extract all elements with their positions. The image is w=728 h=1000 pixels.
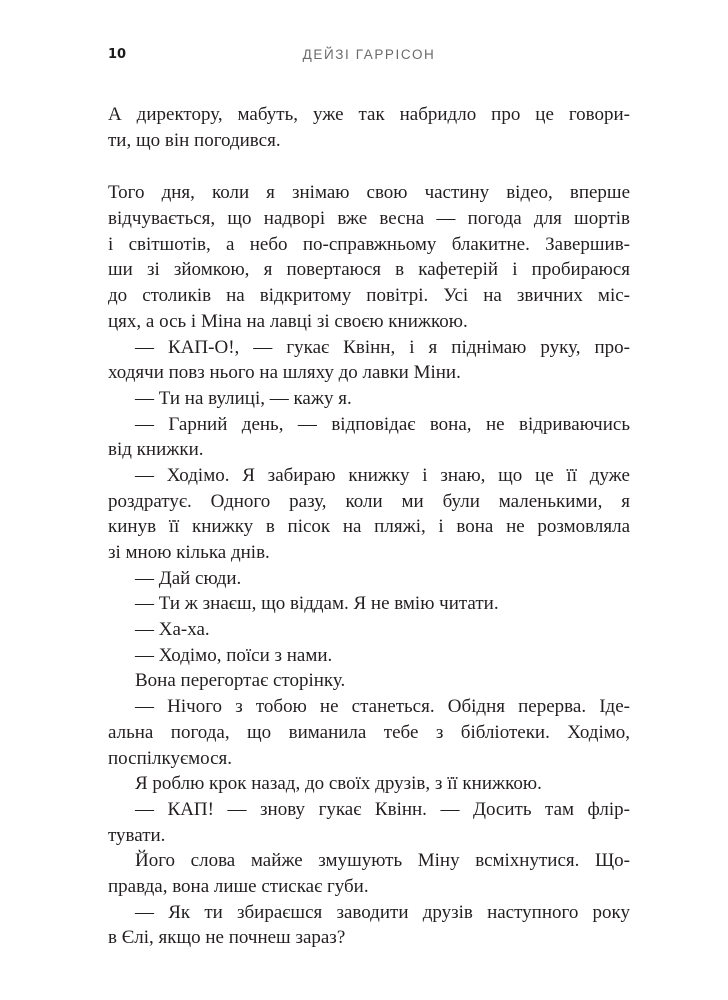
paragraph (108, 102, 630, 153)
paragraph (108, 412, 630, 463)
paragraph (108, 797, 630, 848)
page-header (108, 47, 630, 67)
paragraph (108, 848, 630, 899)
text-line: і світшотів, а небо по-справжньому блакитне. Завершив- (108, 233, 630, 255)
text-line: — Ти на вулиці, — кажу я. (135, 387, 352, 409)
text-line: — Нічого з тобою не станеться. Обідня перерва. Іде- (135, 696, 630, 718)
text-line: поспілкуємося. (108, 747, 233, 769)
paragraph (108, 180, 630, 334)
text-line: — Ти ж знаєш, що віддам. Я не вмію читати. (135, 593, 499, 615)
text-line: — Ходімо. Я забираю книжку і знаю, що це її дуже (135, 464, 630, 486)
page-number: 10 (108, 47, 127, 62)
text-line: зі мною кілька днів. (108, 542, 270, 563)
text-line: Того дня, коли я знімаю свою частину відео, вперше (108, 182, 630, 204)
text-line: — Дай сюди. (135, 567, 242, 589)
paragraph (108, 617, 630, 643)
text-section (108, 180, 630, 951)
text-line: — Ходімо, поїси з нами. (135, 644, 333, 666)
text-line: до столиків на відкритому повітрі. Усі на звичних міс- (108, 285, 630, 307)
paragraph (108, 668, 630, 694)
text-line: роздратує. Одного разу, коли ми були маленькими, я (108, 490, 630, 512)
paragraph (108, 643, 630, 669)
text-line: кинув її книжку в пісок на пляжі, і вона не розмовляла (108, 516, 630, 538)
paragraph (108, 386, 630, 412)
text-line: ти, що він погодився. (108, 129, 281, 151)
text-line: — КАП! — знову гукає Квінн. — Досить там флір- (135, 798, 630, 820)
paragraph (108, 591, 630, 617)
paragraph (108, 463, 630, 566)
text-line: в Єлі, якщо не почнеш зараз? (108, 927, 346, 949)
text-line: ходячи повз нього на шляху до лавки Міни. (108, 362, 461, 384)
text-line: — Ха-ха. (135, 619, 210, 641)
text-line: тувати. (108, 824, 166, 846)
text-line: Вона перегортає сторінку. (135, 670, 346, 692)
text-line: — КАП-О!, — гукає Квінн, і я піднімаю руку, про- (135, 336, 630, 358)
section-break (108, 153, 630, 180)
paragraph (108, 771, 630, 797)
text-line: Його слова майже змушують Міну всміхнутися. Що- (135, 850, 630, 872)
text-line: — Як ти збираєшся заводити друзів наступного року (135, 901, 630, 923)
running-title: ДЕЙЗІ ГАРРІСОН (302, 47, 436, 62)
text-line: цях, а ось і Міна на лавці зі своєю книжкою. (108, 310, 468, 332)
body-text (108, 102, 630, 951)
paragraph (108, 900, 630, 951)
text-line: від книжки. (108, 439, 204, 461)
paragraph (108, 566, 630, 592)
paragraph (108, 335, 630, 386)
text-line: правда, вона лише стискає губи. (108, 875, 369, 897)
text-line: ши зі зйомкою, я повертаюся в кафетерій і пробираюся (108, 259, 630, 281)
text-line: А директору, мабуть, уже так набридло про це говори- (108, 104, 630, 125)
text-line: альна погода, що виманила тебе з бібліотеки. Ходімо, (108, 721, 630, 743)
text-line: — Гарний день, — відповідає вона, не відриваючись (135, 413, 630, 435)
text-line: Я роблю крок назад, до своїх друзів, з її книжкою. (135, 773, 542, 795)
paragraph (108, 694, 630, 771)
text-line: відчувається, що надворі вже весна — погода для шортів (108, 208, 630, 230)
text-section (108, 102, 630, 153)
